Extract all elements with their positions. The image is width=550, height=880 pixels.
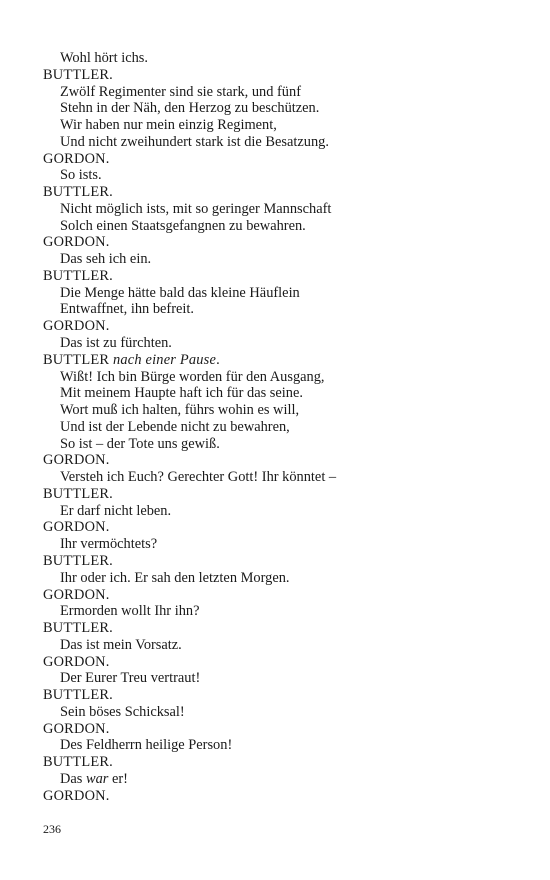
- verse-line: [43, 503, 523, 520]
- line-text: BUTTLER.: [43, 184, 113, 201]
- page-number: 236: [43, 822, 61, 836]
- line-text: GORDON.: [43, 452, 110, 469]
- line-text: BUTTLER.: [43, 754, 113, 771]
- line-text: BUTTLER.: [43, 66, 113, 83]
- line-text: Das ist mein Vorsatz.: [60, 636, 182, 653]
- line-text: Wort muß ich halten, führs wohin es will,: [60, 402, 300, 419]
- verse-line: [43, 637, 523, 654]
- speaker-name: [43, 268, 523, 285]
- verse-line: [43, 100, 523, 117]
- verse-line: [43, 301, 523, 318]
- line-text: BUTTLER: [43, 351, 113, 368]
- line-text: Solch einen Staatsgefangnen zu bewahren.: [60, 217, 306, 234]
- line-text: GORDON.: [43, 720, 110, 737]
- speaker-name: [43, 553, 523, 570]
- line-text: Ermorden wollt Ihr ihn?: [60, 603, 200, 620]
- verse-line: [43, 737, 523, 754]
- line-text: Nicht möglich ists, mit so geringer Mannschaft: [60, 200, 332, 217]
- verse-line: [43, 436, 523, 453]
- line-text: Wißt! Ich bin Bürge worden für den Ausgang,: [60, 368, 325, 385]
- speaker-name: [43, 452, 523, 469]
- speaker-name: [43, 788, 523, 805]
- line-text: Mit meinem Haupte haft ich für das seine.: [60, 385, 303, 402]
- verse-line: [43, 369, 523, 386]
- speaker-name: [43, 754, 523, 771]
- verse-line: [43, 201, 523, 218]
- speaker-name: [43, 620, 523, 637]
- verse-line: [43, 469, 523, 486]
- line-text: Das ist zu fürchten.: [60, 335, 172, 352]
- line-text: .: [216, 351, 220, 368]
- line-text: GORDON.: [43, 519, 110, 536]
- line-text: So ist – der Tote uns gewiß.: [60, 435, 220, 452]
- speaker-name: [43, 486, 523, 503]
- speaker-name: [43, 151, 523, 168]
- line-text: Zwölf Regimenter sind sie stark, und fünf: [60, 83, 301, 100]
- line-text: Das seh ich ein.: [60, 251, 152, 268]
- line-text: GORDON.: [43, 653, 110, 670]
- line-text: BUTTLER.: [43, 485, 113, 502]
- line-text: BUTTLER.: [43, 552, 113, 569]
- line-text: Das: [60, 770, 86, 787]
- stage-direction: nach einer Pause: [112, 351, 217, 368]
- line-text: Versteh ich Euch? Gerechter Gott! Ihr könntet –: [60, 469, 337, 486]
- line-text: GORDON.: [43, 787, 110, 804]
- line-text: BUTTLER.: [43, 267, 113, 284]
- verse-line: [43, 167, 523, 184]
- verse-line: [43, 419, 523, 436]
- line-text: er!: [108, 770, 128, 787]
- line-text: Der Eurer Treu vertraut!: [60, 670, 201, 687]
- line-text: GORDON.: [43, 586, 110, 603]
- line-text: Sein böses Schicksal!: [60, 703, 185, 720]
- verse-line: [43, 335, 523, 352]
- line-text: GORDON.: [43, 318, 110, 335]
- speaker-name: [43, 519, 523, 536]
- verse-line: [43, 385, 523, 402]
- stage-direction: war: [85, 770, 109, 787]
- dialogue-text: [43, 50, 523, 804]
- speaker-name: [43, 654, 523, 671]
- verse-line: [43, 771, 523, 788]
- verse-line: [43, 117, 523, 134]
- line-text: Wohl hört ichs.: [60, 50, 148, 66]
- verse-line: [43, 536, 523, 553]
- speaker-name: [43, 721, 523, 738]
- line-text: Die Menge hätte bald das kleine Häuflein: [60, 284, 300, 301]
- line-text: GORDON.: [43, 150, 110, 167]
- line-text: BUTTLER.: [43, 620, 113, 637]
- speaker-name: [43, 587, 523, 604]
- speaker-name: [43, 318, 523, 335]
- line-text: Und nicht zweihundert stark ist die Besatzung.: [60, 133, 329, 150]
- line-text: Ihr vermöchtets?: [60, 536, 158, 553]
- verse-line: [43, 670, 523, 687]
- line-text: Er darf nicht leben.: [60, 502, 172, 519]
- speaker-name: [43, 234, 523, 251]
- verse-line: [43, 402, 523, 419]
- verse-line: [43, 84, 523, 101]
- verse-line: [43, 570, 523, 587]
- verse-line: [43, 134, 523, 151]
- speaker-name: [43, 352, 523, 369]
- verse-line: [43, 603, 523, 620]
- verse-line: [43, 704, 523, 721]
- verse-line: [43, 218, 523, 235]
- line-text: Des Feldherrn heilige Person!: [60, 737, 233, 754]
- verse-line: [43, 50, 523, 67]
- line-text: GORDON.: [43, 234, 110, 251]
- speaker-name: [43, 184, 523, 201]
- line-text: Wir haben nur mein einzig Regiment,: [60, 117, 277, 134]
- verse-line: [43, 285, 523, 302]
- speaker-name: [43, 67, 523, 84]
- line-text: Und ist der Lebende nicht zu bewahren,: [60, 418, 290, 435]
- speaker-name: [43, 687, 523, 704]
- line-text: Stehn in der Näh, den Herzog zu beschützen.: [60, 100, 320, 117]
- line-text: Ihr oder ich. Er sah den letzten Morgen.: [60, 569, 290, 586]
- line-text: BUTTLER.: [43, 687, 113, 704]
- line-text: Entwaffnet, ihn befreit.: [60, 301, 194, 318]
- line-text: So ists.: [60, 167, 102, 184]
- verse-line: [43, 251, 523, 268]
